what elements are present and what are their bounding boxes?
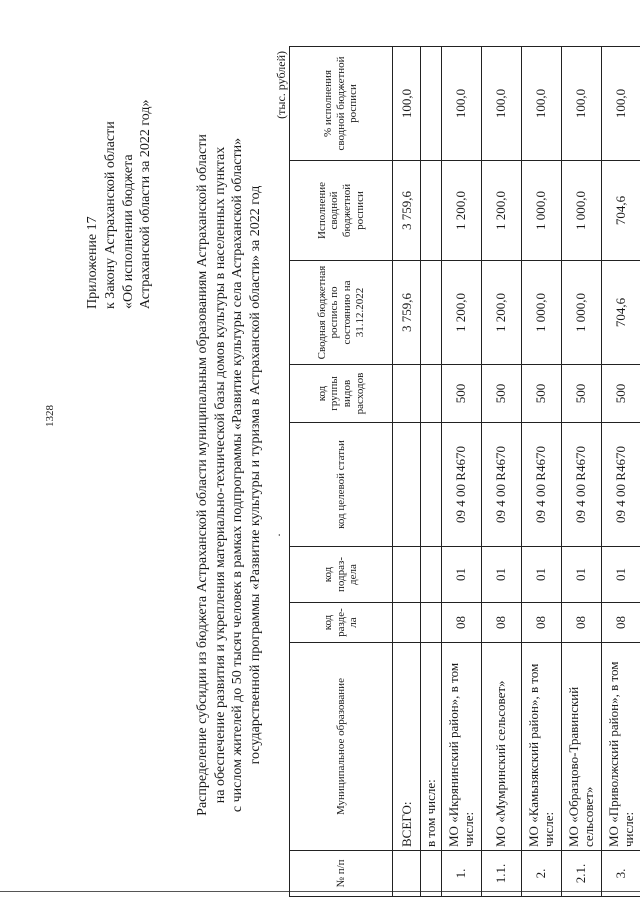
- table-row-in-that: [421, 47, 442, 897]
- column-header-expense-group: код группы видов расходов: [290, 365, 393, 423]
- row-municipality: МО «Мумринский сельсовет»: [481, 643, 521, 851]
- column-header-number: № п/п: [290, 851, 393, 897]
- appendix-header: [84, 47, 155, 309]
- row-expense-group: 500: [561, 365, 601, 423]
- row-municipality: МО «Камызякский район», в том числе:: [521, 643, 561, 851]
- title-line: Распределение субсидии из бюджета Астраханской области муниципальным образованиям Астраханской области: [195, 134, 210, 816]
- table-header-row: [290, 47, 393, 897]
- row-expense-group: 500: [521, 365, 561, 423]
- row-expense-group: 500: [441, 365, 481, 423]
- total-label: ВСЕГО:: [393, 643, 421, 851]
- appendix-line: «Об исполнении бюджета: [120, 154, 136, 309]
- row-razdel: 08: [521, 603, 561, 643]
- stray-dot: ·: [272, 533, 286, 537]
- row-podrazdel: 01: [521, 547, 561, 603]
- row-razdel: 08: [601, 603, 640, 643]
- row-target-article: 09 4 00 R4670: [601, 423, 640, 547]
- row-exec: 1 000,0: [521, 161, 561, 261]
- column-header-target-article: код целевой статьи: [290, 423, 393, 547]
- appendix-line: к Закону Астраханской области: [102, 121, 118, 309]
- row-percent: 100,0: [521, 47, 561, 161]
- row-target-article: 09 4 00 R4670: [481, 423, 521, 547]
- column-header-execution: Исполнение сводной бюджетной росписи: [290, 161, 393, 261]
- total-plan: 3 759,6: [393, 261, 421, 365]
- row-exec: 1 200,0: [441, 161, 481, 261]
- row-expense-group: 500: [601, 365, 640, 423]
- column-header-municipality: Муниципальное образование: [290, 643, 393, 851]
- appendix-line: Приложение 17: [85, 216, 100, 309]
- table-row: [601, 47, 640, 897]
- units-note: (тыс. рублей): [274, 51, 288, 119]
- page-number: 1328: [44, 405, 56, 427]
- row-razdel: 08: [561, 603, 601, 643]
- document-title: [194, 45, 264, 905]
- row-exec: 1 200,0: [481, 161, 521, 261]
- column-header-podrazdel: код подраз-дела: [290, 547, 393, 603]
- row-target-article: 09 4 00 R4670: [561, 423, 601, 547]
- row-percent: 100,0: [441, 47, 481, 161]
- row-number: 2.: [521, 851, 561, 897]
- rotated-landscape-page: [84, 45, 640, 905]
- row-percent: 100,0: [601, 47, 640, 161]
- total-percent: 100,0: [393, 47, 421, 161]
- row-plan: 1 200,0: [481, 261, 521, 365]
- row-plan: 1 200,0: [441, 261, 481, 365]
- title-line: на обеспечение развития и укрепления материально-технической базы домов культуры в населенных пунктах: [212, 146, 228, 804]
- row-razdel: 08: [481, 603, 521, 643]
- row-podrazdel: 01: [481, 547, 521, 603]
- title-line: с числом жителей до 50 тысяч человек в рамках подпрограммы «Развитие культуры села Астраханской области»: [230, 137, 245, 813]
- row-plan: 1 000,0: [521, 261, 561, 365]
- table-row-total: [393, 47, 421, 897]
- in-that-label: в том числе:: [421, 643, 442, 851]
- row-expense-group: 500: [481, 365, 521, 423]
- row-municipality: МО «Образцово-Травинский сельсовет»: [561, 643, 601, 851]
- row-target-article: 09 4 00 R4670: [441, 423, 481, 547]
- column-header-execution-percent: % исполнения сводной бюджетной росписи: [290, 47, 393, 161]
- row-number: 2.1.: [561, 851, 601, 897]
- row-razdel: 08: [441, 603, 481, 643]
- row-number: 1.1.: [481, 851, 521, 897]
- row-exec: 1 000,0: [561, 161, 601, 261]
- row-number: 3.: [601, 851, 640, 897]
- table-row: [441, 47, 481, 897]
- row-municipality: МО «Приволжский район», в том числе:: [601, 643, 640, 851]
- row-podrazdel: 01: [561, 547, 601, 603]
- total-exec: 3 759,6: [393, 161, 421, 261]
- row-percent: 100,0: [481, 47, 521, 161]
- row-number: 1.: [441, 851, 481, 897]
- title-line: государственной программы «Развитие культуры и туризма в Астраханской области» за 2022 год: [247, 185, 263, 765]
- row-plan: 1 000,0: [561, 261, 601, 365]
- row-exec: 704,6: [601, 161, 640, 261]
- table-row: [561, 47, 601, 897]
- row-plan: 704,6: [601, 261, 640, 365]
- row-podrazdel: 01: [601, 547, 640, 603]
- column-header-razdel: код разде-ла: [290, 603, 393, 643]
- table-row: [481, 47, 521, 897]
- subsidy-table: [289, 46, 640, 897]
- row-municipality: МО «Икрянинский район», в том числе:: [441, 643, 481, 851]
- column-header-budget-plan: Сводная бюджетная роспись по состоянию на 31.12.2022: [290, 261, 393, 365]
- row-podrazdel: 01: [441, 547, 481, 603]
- table-row: [521, 47, 561, 897]
- row-target-article: 09 4 00 R4670: [521, 423, 561, 547]
- appendix-line: Астраханской области за 2022 год»: [138, 99, 154, 309]
- row-percent: 100,0: [561, 47, 601, 161]
